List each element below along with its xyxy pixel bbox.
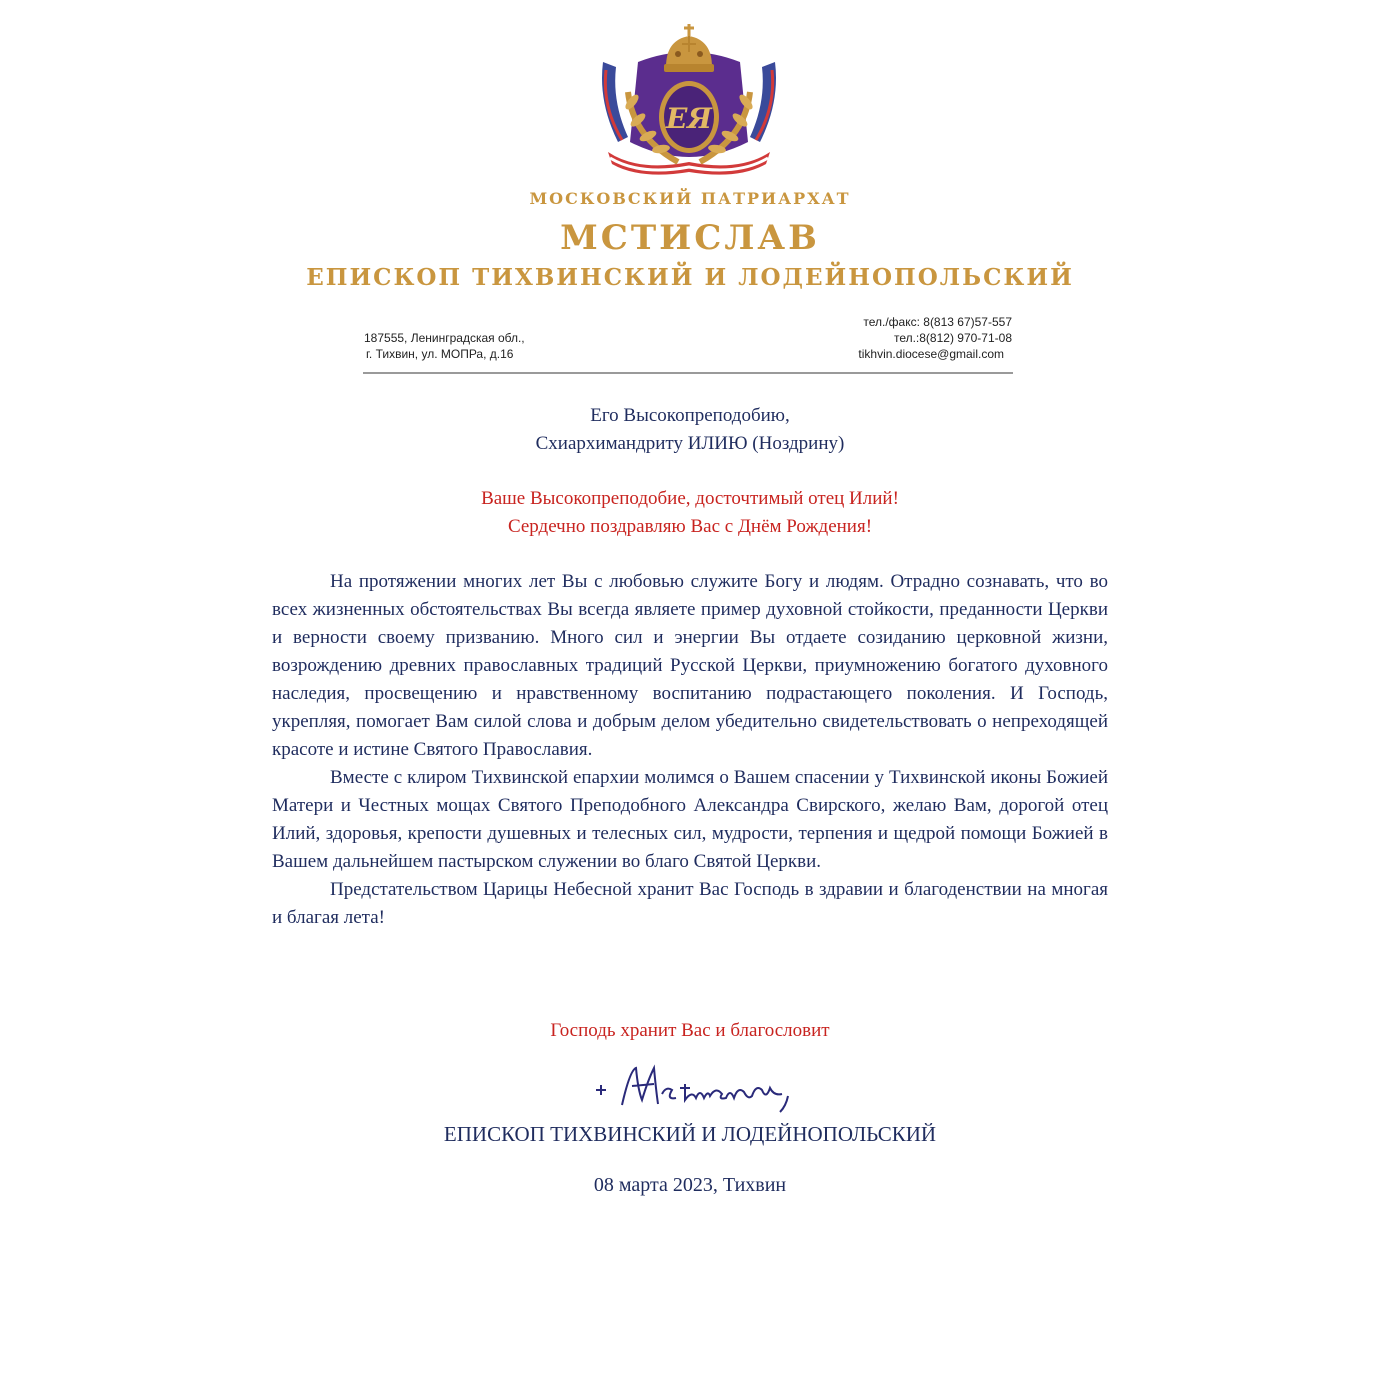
- diocese-emblem-icon: [598, 22, 780, 177]
- greeting-line: Сердечно поздравляю Вас с Днём Рождения!: [507, 516, 873, 537]
- postal-address: [364, 330, 525, 362]
- contact-info: [858, 314, 1012, 362]
- organization-name: МОСКОВСКИЙ ПАТРИАРХАТ: [529, 189, 851, 208]
- greeting: [0, 485, 1380, 541]
- greeting-line: Ваше Высокопреподобие, досточтимый отец Илий!: [481, 488, 899, 509]
- bishop-title: ЕПИСКОП ТИХВИНСКИЙ И ЛОДЕЙНОПОЛЬСКИЙ: [306, 264, 1074, 291]
- signer-title: ЕПИСКОП ТИХВИНСКИЙ И ЛОДЕЙНОПОЛЬСКИЙ: [443, 1122, 937, 1146]
- addressee: [0, 402, 1380, 458]
- letter-body: [272, 568, 1108, 932]
- letter-date: 08 марта 2023, Тихвин: [593, 1174, 787, 1196]
- body-paragraph: Предстательством Царицы Небесной хранит Вас Господь в здравии и благоденствии на многая и благая лета!: [272, 879, 1108, 928]
- bishop-name: МСТИСЛАВ: [560, 218, 820, 258]
- handwritten-signature: [592, 1060, 802, 1120]
- address-line: 187555, Ленинградская обл.,: [364, 331, 525, 345]
- body-paragraph: Вместе с клиром Тихвинской епархии молимся о Вашем спасении у Тихвинской иконы Божией Матери и Честных мощах Святого Преподобного Александра Свирского, желаю Вам, дорогой отец Илий, здоровья, крепости душевных и телесных сил, мудрости, терпения и щедрой помощи Божией в Вашем дальнейшем пастырском служении во благо Святой Церкви.: [272, 767, 1108, 872]
- body-paragraph: На протяжении многих лет Вы с любовью служите Богу и людям. Отрадно сознавать, что во всех жизненных обстоятельствах Вы всегда являете пример духовной стойкости, преданности Церкви и верности своему призванию. Много сил и энергии Вы отдаете созиданию церковной жизни, возрождению древних православных традиций Русской Церкви, приумножению богатого духовного наследия, просвещению и нравственному воспитанию подрастающего поколения. И Господь, укрепляя, помогает Вам силой слова и добрым делом убедительно свидетельствовать о непреходящей красоте и истине Святого Православия.: [272, 571, 1108, 760]
- letterhead-divider: [363, 372, 1013, 374]
- email: tikhvin.diocese@gmail.com: [858, 347, 1004, 361]
- addressee-line: Схиархимандриту ИЛИЮ (Ноздрину): [535, 433, 845, 454]
- addressee-line: Его Высокопреподобию,: [590, 405, 790, 426]
- phone-fax: тел./факс: 8(813 67)57-557: [863, 315, 1012, 329]
- phone: тел.:8(812) 970-71-08: [893, 331, 1012, 345]
- closing-blessing: Господь хранит Вас и благословит: [550, 1020, 830, 1041]
- svg-text:ЕЯ: ЕЯ: [665, 102, 713, 135]
- address-line: г. Тихвин, ул. МОПРа, д.16: [366, 347, 514, 361]
- letterhead: [0, 0, 1380, 380]
